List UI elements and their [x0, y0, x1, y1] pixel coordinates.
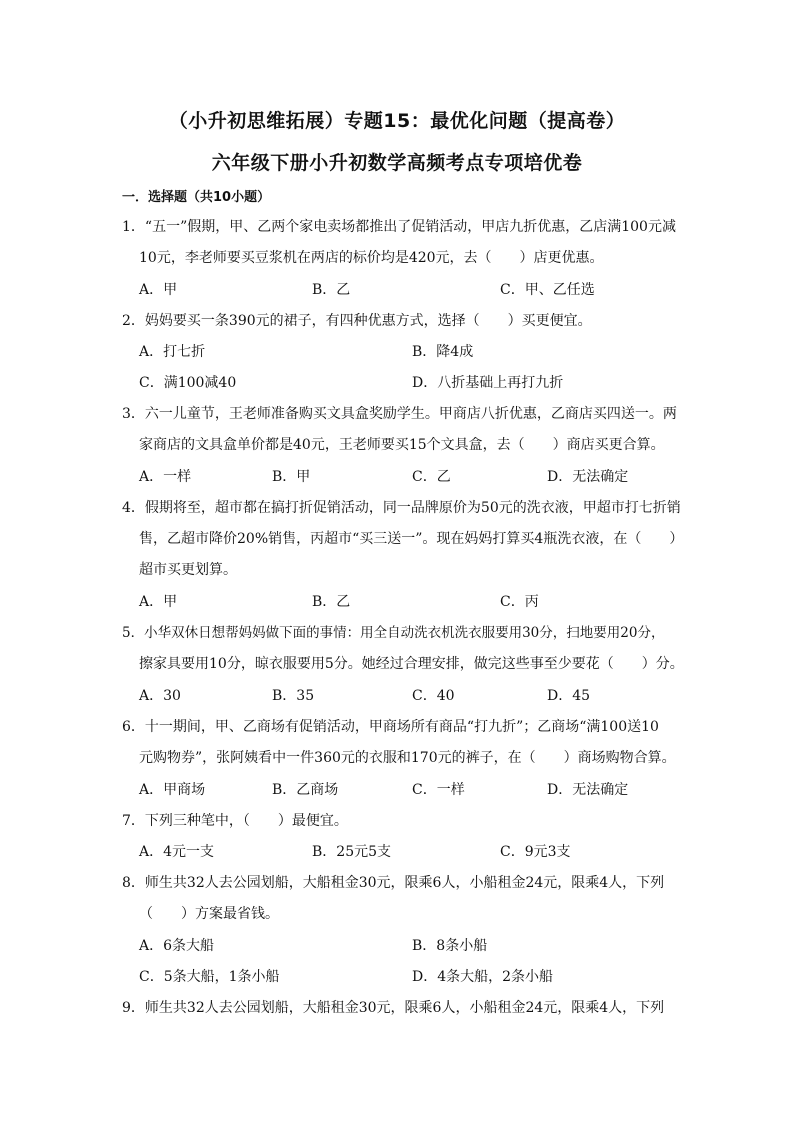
question-7-option-c: C．9元3支 [500, 844, 571, 860]
question-1-line-2: 10元，李老师要买豆浆机在两店的标价均是420元，去（ ）店更优惠。 [139, 250, 604, 266]
question-8-option-a: A．6条大船 [139, 938, 215, 954]
question-2-line-1: 2．妈妈要买一条390元的裙子，有四种优惠方式，选择（ ）买更便宜。 [122, 313, 592, 329]
question-4-line-1: 4．假期将至，超市都在搞打折促销活动，同一品牌原价为50元的洗衣液，甲超市打七折销 [122, 500, 681, 516]
question-4-line-3: 超市买更划算。 [139, 562, 237, 578]
question-7-line-1: 7．下列三种笔中，（ ）最便宜。 [122, 813, 348, 829]
question-3-line-2: 家商店的文具盒单价都是40元，王老师要买15个文具盒，去（ ）商店买更合算。 [139, 437, 665, 453]
page-title: （小升初思维拓展）专题15：最优化问题（提高卷） [168, 110, 626, 132]
question-2-option-d: D．八折基础上再打九折 [412, 375, 564, 391]
question-2-option-c: C．满100减40 [139, 375, 237, 391]
question-1-line-1: 1．“五一”假期，甲、乙两个家电卖场都推出了促销活动，甲店九折优惠，乙店满100元减 [122, 219, 676, 235]
question-7-option-b: B．25元5支 [312, 844, 392, 860]
question-6-line-2: 元购物券”，张阿姨看中一件360元的衣服和170元的裤子，在（ ）商场购物合算。 [139, 750, 676, 766]
question-6-option-b: B．乙商场 [272, 782, 339, 798]
question-5-option-c: C．40 [412, 688, 455, 704]
question-2-option-b: B．降4成 [412, 344, 474, 360]
question-3-line-1: 3．六一儿童节，王老师准备购买文具盒奖励学生。甲商店八折优惠，乙商店买四送一。两 [122, 406, 677, 422]
question-3-option-a: A．一样 [139, 469, 192, 485]
question-8-line-1: 8．师生共32人去公园划船，大船租金30元，限乘6人，小船租金24元，限乘4人，下列 [122, 875, 665, 891]
question-1-option-b: B．乙 [312, 282, 351, 298]
question-6-option-c: C．一样 [412, 782, 465, 798]
page-subtitle: 六年级下册小升初数学高频考点专项培优卷 [211, 152, 583, 174]
question-6-option-a: A．甲商场 [139, 782, 206, 798]
question-5-line-1: 5．小华双休日想帮妈妈做下面的事情：用全自动洗衣机洗衣服要用30分，扫地要用20分， [122, 625, 665, 641]
question-9-line-1: 9．师生共32人去公园划船，大船租金30元，限乘6人，小船租金24元，限乘4人，下列 [122, 1000, 665, 1016]
question-3-option-b: B．甲 [272, 469, 311, 485]
question-5-option-d: D．45 [547, 688, 591, 704]
question-6-line-1: 6．十一期间，甲、乙商场有促销活动，甲商场所有商品“打九折”；乙商场“满100送10 [122, 719, 659, 735]
question-2-option-a: A．打七折 [139, 344, 206, 360]
question-1-option-a: A．甲 [139, 282, 178, 298]
question-3-option-c: C．乙 [412, 469, 451, 485]
question-5-line-2: 擦家具要用10分，晾衣服要用5分。她经过合理安排，做完这些事至少要花（ ）分。 [139, 656, 684, 672]
question-6-option-d: D．无法确定 [547, 782, 629, 798]
question-8-option-c: C．5条大船，1条小船 [139, 969, 280, 985]
question-1-option-c: C．甲、乙任选 [500, 282, 595, 298]
question-3-option-d: D．无法确定 [547, 469, 629, 485]
question-4-option-a: A．甲 [139, 594, 178, 610]
question-5-option-a: A．30 [139, 688, 181, 704]
question-4-option-b: B．乙 [312, 594, 351, 610]
question-4-line-2: 售，乙超市降价20%销售，丙超市“买三送一”。现在妈妈打算买4瓶洗衣液，在（ ） [139, 531, 684, 547]
question-8-option-d: D．4条大船，2条小船 [412, 969, 554, 985]
section-heading: 一．选择题（共10小题） [122, 190, 271, 205]
question-8-line-2: （ ）方案最省钱。 [139, 906, 279, 922]
question-4-option-c: C．丙 [500, 594, 539, 610]
question-5-option-b: B．35 [272, 688, 315, 704]
question-7-option-a: A．4元一支 [139, 844, 215, 860]
question-8-option-b: B．8条小船 [412, 938, 488, 954]
